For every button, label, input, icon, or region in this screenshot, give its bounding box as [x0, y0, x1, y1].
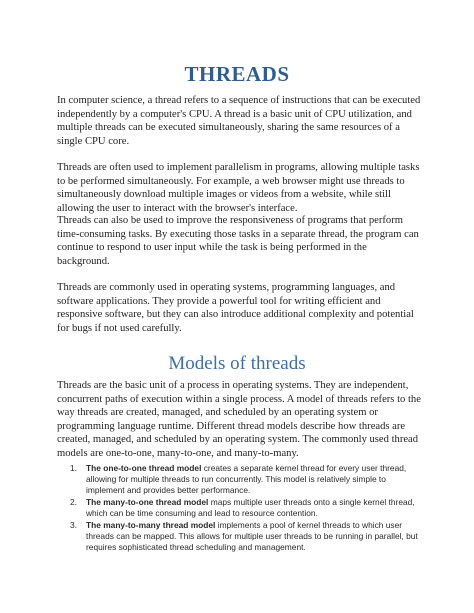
model-term: The many-to-many thread model	[86, 520, 216, 530]
model-term: The many-to-one thread model	[86, 497, 209, 507]
model-term: The one-to-one thread model	[86, 463, 202, 473]
paragraph-1: In computer science, a thread refers to a sequence of instructions that can be executed independently by a computer's CPU. A thread is a basic unit of CPU utilization, and multiple threads can be executed simultaneously, sharing the same resources of a single CPU core.	[57, 95, 421, 147]
list-number: 3.	[70, 520, 77, 530]
thread-models-list	[60, 463, 425, 554]
section-heading: Models of threads	[168, 353, 306, 374]
section-intro: Threads are the basic unit of a process in operating systems. They are independent, concurrent paths of execution within a single process. A model of threads refers to the way threads are created, managed, and scheduled by an operating system or programming language runtime. Different thread models describe how threads are created, managed, and scheduled by an operating system. The commonly used thread models are one-to-one, many-to-one, and many-to-many.	[57, 380, 421, 459]
paragraph-2: Threads are often used to implement parallelism in programs, allowing multiple tasks to be performed simultaneously. For example, a web browser might use threads to simultaneously download multiple images or videos from a website, while still allowing the user to interact with the browser's interface.	[57, 162, 420, 214]
model-description: implements a pool of kernel threads to which user threads can be mapped. This allows for multiple user threads to be running in parallel, but requires sophisticated thread scheduling and management.	[86, 520, 418, 552]
list-item	[60, 463, 425, 496]
paragraph-4: Threads are commonly used in operating systems, programming languages, and software applications. They provide a powerful tool for writing efficient and responsive software, but they can also introduce additional complexity and potential for bugs if not used carefully.	[57, 282, 414, 334]
model-description: maps multiple user threads onto a single kernel thread, which can be time consuming and lead to resource contention.	[86, 497, 415, 518]
model-description: creates a separate kernel thread for every user thread, allowing for multiple threads to run concurrently. This model is relatively simple to implement and provides better performance.	[86, 463, 407, 495]
list-number: 2.	[70, 497, 77, 507]
paragraph-3: Threads can also be used to improve the responsiveness of programs that perform time-consuming tasks. By executing those tasks in a separate thread, the program can continue to respond to user input while the task is being performed in the background.	[57, 215, 419, 267]
list-item	[60, 520, 425, 553]
list-item	[60, 497, 425, 519]
list-number: 1.	[70, 463, 77, 473]
document-title: THREADS	[184, 62, 290, 86]
